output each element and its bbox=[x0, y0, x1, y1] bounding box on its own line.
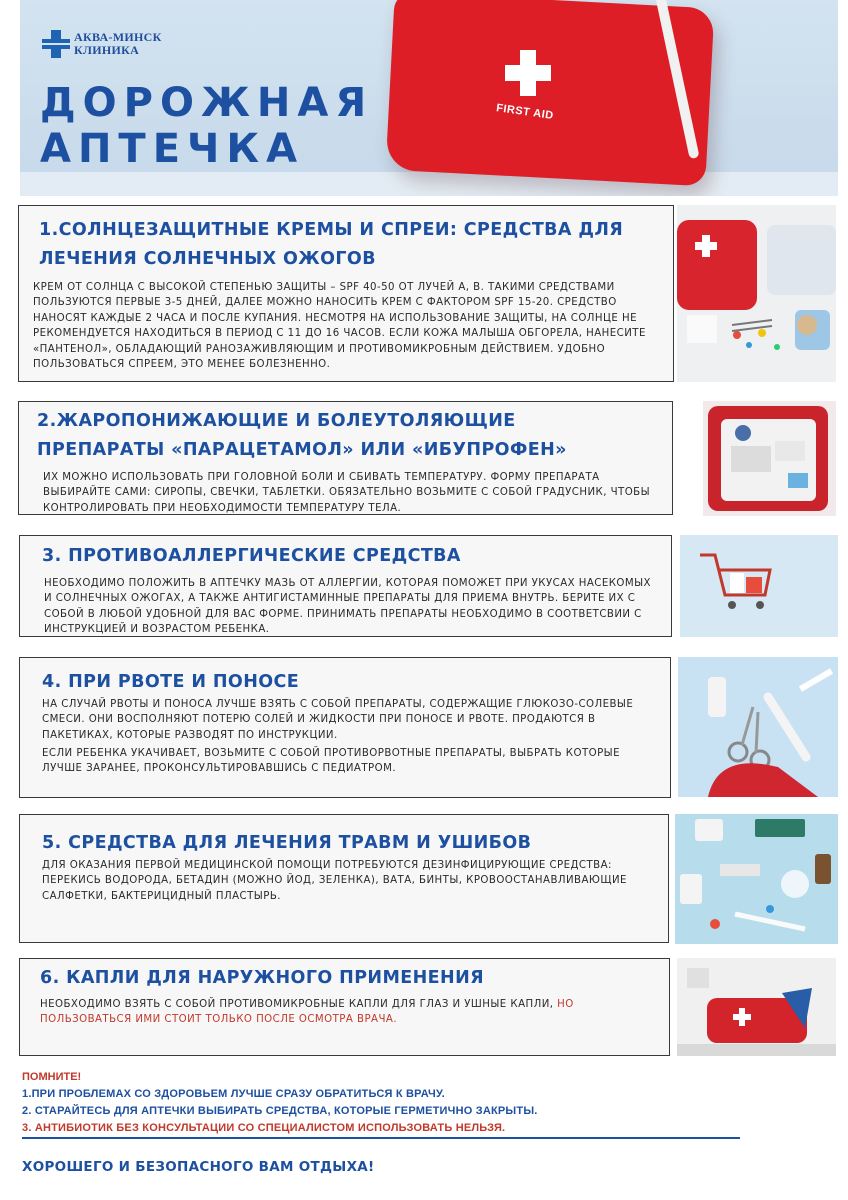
section-sunburn bbox=[18, 205, 674, 382]
section-title: 5. СРЕДСТВА ДЛЯ ЛЕЧЕНИЯ ТРАВМ И УШИБОВ bbox=[42, 833, 532, 853]
header-banner bbox=[20, 0, 838, 196]
section-text: ИХ МОЖНО ИСПОЛЬЗОВАТЬ ПРИ ГОЛОВНОЙ БОЛИ И СБИВАТЬ ТЕМПЕРАТУРУ. ФОРМУ ПРЕПАРАТА ВЫБИРАЙТЕ САМИ: СИРОПЫ, СВЕЧКИ, ТАБЛЕТКИ. ОБЯЗАТЕЛЬНО ВОЗЬМИТЕ С СОБОЙ ГРАДУСНИК, ЧТОБЫ КОНТРОЛИРОВАТЬ ПРИ НЕОБХОДИМОСТИ ТЕМПЕРАТУРУ ТЕЛА. bbox=[43, 472, 651, 514]
section-title: 4. ПРИ РВОТЕ И ПОНОСЕ bbox=[42, 672, 300, 692]
tip-1: 1.ПРИ ПРОБЛЕМАХ СО ЗДОРОВЬЕМ ЛУЧШЕ СРАЗУ ОБРАТИТЬСЯ К ВРАЧУ. bbox=[22, 1088, 445, 1100]
section-antipyretics bbox=[18, 401, 673, 515]
farewell-text: ХОРОШЕГО И БЕЗОПАСНОГО ВАМ ОТДЫХА! bbox=[22, 1159, 375, 1175]
logo-subtitle: КЛИНИКА bbox=[74, 43, 140, 57]
tip-3: 3. АНТИБИОТИК БЕЗ КОНСУЛЬТАЦИИ СО СПЕЦИАЛИСТОМ ИСПОЛЬЗОВАТЬ НЕЛЬЗЯ. bbox=[22, 1122, 506, 1134]
section-text: НЕОБХОДИМО ПОЛОЖИТЬ В АПТЕЧКУ МАЗЬ ОТ АЛЛЕРГИИ, КОТОРАЯ ПОМОЖЕТ ПРИ УКУСАХ НАСЕКОМЫХ И СОЛНЕЧНЫХ ОЖОГАХ, А ТАКЖЕ АНТИГИСТАМИННЫЕ ПРЕПАРАТЫ ДЛЯ ПРИЕМА ВНУТРЬ. БЕРИТЕ ИХ С СОБОЙ В ЛЮБОЙ УДОБНОЙ ДЛЯ ВАС ФОРМЕ. ПРИНИМАТЬ ПРЕПАРАТЫ НЕОБХОДИМО В СООТВЕТСВИИ С ИНСТРУКЦИЕЙ И ВОЗРАСТОМ РЕБЕНКА. bbox=[44, 578, 651, 636]
remember-heading: ПОМНИТЕ! bbox=[22, 1071, 82, 1083]
divider bbox=[22, 1137, 740, 1139]
section-drops bbox=[19, 958, 670, 1056]
section-text-extra: ЕСЛИ РЕБЕНКА УКАЧИВАЕТ, ВОЗЬМИТЕ С СОБОЙ ПРОТИВОРВОТНЫЕ ПРЕПАРАТЫ, ВЫБРАТЬ КОТОРЫЕ ЛУЧШЕ ЗАРАНЕЕ, ПРОКОНСУЛЬТИРОВАВШИСЬ С ПЕДИАТРОМ. bbox=[42, 748, 621, 775]
logo-name: АКВА-МИНСК bbox=[74, 30, 162, 44]
section-text: КРЕМ ОТ СОЛНЦА С ВЫСОКОЙ СТЕПЕНЬЮ ЗАЩИТЫ – SPF 40-50 ОТ ЛУЧЕЙ A, B. ТАКИМИ СРЕДСТВАМИ ПОЛЬЗУЮТСЯ ПЕРВЫЕ 3-5 ДНЕЙ, ДАЛЕЕ МОЖНО НАНОСИТЬ КРЕМ С ФАКТОРОМ SPF 15-20. СРЕДСТВО НАНОСЯТ КАЖДЫЕ 2 ЧАСА И ПОСЛЕ КУПАНИЯ. НЕСМОТРЯ НА ИСПОЛЬЗОВАНИЕ ЗАЩИТЫ, НА СОЛНЦЕ НЕ РЕКОМЕНДУЕТСЯ НАХОДИТЬСЯ В ПЕРИОД С 11 ДО 16 ЧАСОВ. ЕСЛИ КОЖА МАЛЫША ОБГОРЕЛА, НАНЕСИТЕ «ПАНТЕНОЛ», ОБЛАДАЮЩИЙ РАНОЗАЖИВЛЯЮЩИМ И ПРОТИВОМИКРОБНЫМ ДЕЙСТВИЕМ. УДОБНО ПОЛЬЗОВАТЬСЯ СПРЕЕМ, ЭТО МЕНЕЕ БОЛЕЗНЕННО. bbox=[33, 282, 646, 371]
thermometer-scissors-photo bbox=[678, 657, 838, 797]
clinic-logo bbox=[42, 30, 162, 58]
first-aid-supplies-photo bbox=[677, 205, 836, 382]
section-title: 1.СОЛНЦЕЗАЩИТНЫЕ КРЕМЫ И СПРЕИ: СРЕДСТВА ДЛЯ ЛЕЧЕНИЯ СОЛНЕЧНЫХ ОЖОГОВ bbox=[39, 220, 624, 269]
medical-cross-icon bbox=[42, 30, 70, 58]
medical-supplies-photo bbox=[675, 814, 838, 944]
pharmacy-cart-photo bbox=[680, 535, 838, 637]
warning-text: НО ПОЛЬЗОВАТЬСЯ ИМИ СТОИТ ТОЛЬКО ПОСЛЕ ОСМОТРА ВРАЧА. bbox=[40, 999, 574, 1026]
section-text: НЕОБХОДИМО ВЗЯТЬ С СОБОЙ ПРОТИВОМИКРОБНЫЕ КАПЛИ ДЛЯ ГЛАЗ И УШНЫЕ КАПЛИ, НО ПОЛЬЗОВАТЬСЯ ИМИ СТОИТ ТОЛЬКО ПОСЛЕ ОСМОТРА ВРАЧА. bbox=[40, 999, 574, 1026]
section-antiallergic bbox=[19, 535, 672, 637]
section-text: НА СЛУЧАЙ РВОТЫ И ПОНОСА ЛУЧШЕ ВЗЯТЬ С СОБОЙ ПРЕПАРАТЫ, СОДЕРЖАЩИЕ ГЛЮКОЗО-СОЛЕВЫЕ СМЕСИ. ОНИ ВОСПОЛНЯЮТ ПОТЕРЮ СОЛЕЙ И ЖИДКОСТИ ПРИ ПОНОСЕ И РВОТЕ. ПРОДАЮТСЯ В ПАКЕТИКАХ, КОТОРЫЕ РАЗВОДЯТ ПО ИНСТРУКЦИИ. bbox=[42, 699, 634, 741]
section-title: 3. ПРОТИВОАЛЛЕРГИЧЕСКИЕ СРЕДСТВА bbox=[42, 546, 461, 566]
section-injuries bbox=[19, 814, 669, 943]
page-title: ДОРОЖНАЯ АПТЕЧКА bbox=[40, 80, 374, 172]
section-vomiting-diarrhea bbox=[19, 657, 671, 798]
first-aid-bag-photo bbox=[677, 958, 836, 1056]
kit-label: FIRST AID bbox=[495, 102, 555, 122]
section-title: 6. КАПЛИ ДЛЯ НАРУЖНОГО ПРИМЕНЕНИЯ bbox=[40, 968, 485, 988]
section-text: ДЛЯ ОКАЗАНИЯ ПЕРВОЙ МЕДИЦИНСКОЙ ПОМОЩИ ПОТРЕБУЮТСЯ ДЕЗИНФИЦИРУЮЩИЕ СРЕДСТВА: ПЕРЕКИСЬ ВОДОРОДА, БЕТАДИН (МОЖНО ЙОД, ЗЕЛЕНКА), ВАТА, БИНТЫ, КРОВООСТАНАВЛИВАЮЩИЕ САЛФЕТКИ, БАКТЕРИЦИДНЫЙ ПЛАСТЫРЬ. bbox=[42, 860, 627, 902]
first-aid-kit-illustration bbox=[370, 0, 730, 195]
tip-2: 2. СТАРАЙТЕСЬ ДЛЯ АПТЕЧКИ ВЫБИРАТЬ СРЕДСТВА, КОТОРЫЕ ГЕРМЕТИЧНО ЗАКРЫТЫ. bbox=[22, 1105, 538, 1117]
section-title: 2.ЖАРОПОНИЖАЮЩИЕ И БОЛЕУТОЛЯЮЩИЕ ПРЕПАРАТЫ «ПАРАЦЕТАМОЛ» ИЛИ «ИБУПРОФЕН» bbox=[37, 411, 567, 460]
medicine-kit-photo bbox=[703, 401, 836, 516]
